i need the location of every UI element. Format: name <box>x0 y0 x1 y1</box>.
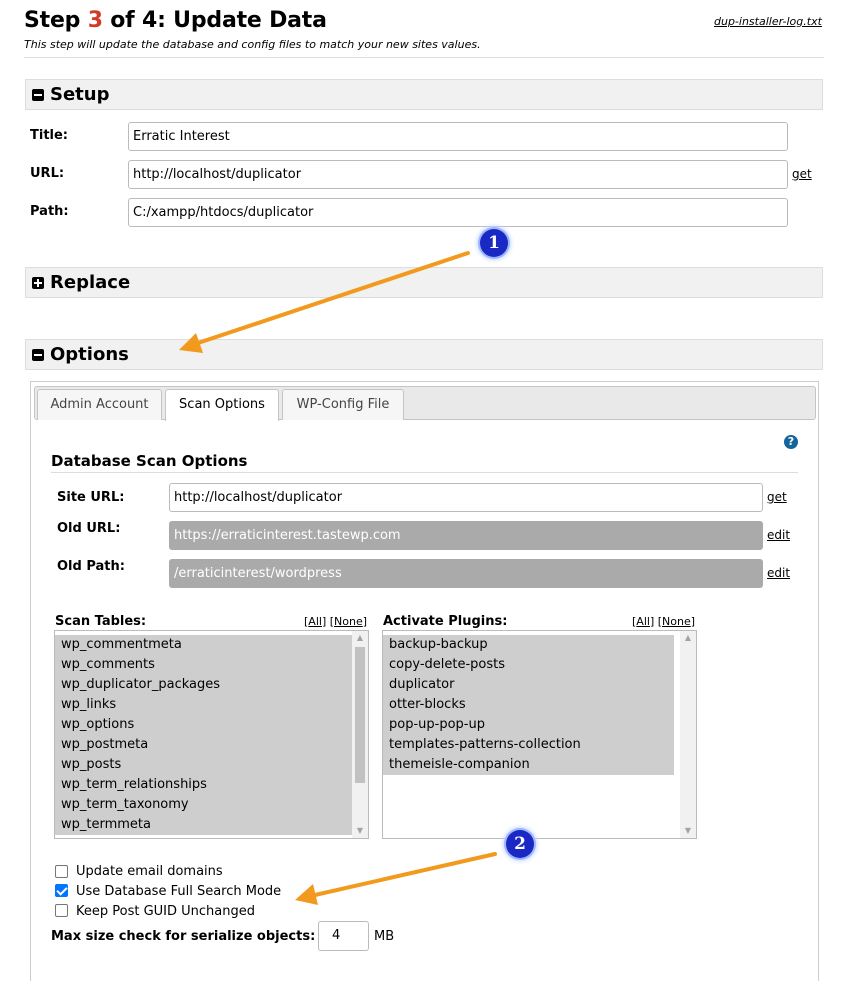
scroll-down-icon[interactable]: ▼ <box>684 826 692 835</box>
plugin-item[interactable]: backup-backup <box>383 635 674 655</box>
scan-table-item[interactable]: wp_duplicator_packages <box>55 675 352 695</box>
full-search-mode-label[interactable]: Use Database Full Search Mode <box>76 884 282 899</box>
old-path-edit-link[interactable]: edit <box>767 566 791 580</box>
plugins-select-links: [All] [None] <box>632 615 696 628</box>
scroll-down-icon[interactable]: ▼ <box>356 826 364 835</box>
help-icon[interactable]: ? <box>784 435 798 449</box>
plugin-item[interactable]: templates-patterns-collection <box>383 735 674 755</box>
old-url-edit-link[interactable]: edit <box>767 528 791 542</box>
max-size-input[interactable]: 4 <box>318 921 369 951</box>
plugin-item[interactable]: duplicator <box>383 675 674 695</box>
scan-table-item[interactable]: wp_options <box>55 715 352 735</box>
tab-scan-options[interactable]: Scan Options <box>165 389 279 421</box>
old-path-input: /erraticinterest/wordpress <box>169 559 763 588</box>
scan-tables-none-link[interactable]: None <box>334 615 363 628</box>
keep-guid-label[interactable]: Keep Post GUID Unchanged <box>76 904 256 919</box>
annotation-badge-1: 1 <box>480 229 508 257</box>
tab-wp-config-file[interactable]: WP-Config File <box>282 389 404 420</box>
annotation-badge-2: 2 <box>506 830 534 858</box>
scan-tables-label: Scan Tables: <box>55 614 147 629</box>
site-url-input[interactable]: http://localhost/duplicator <box>169 483 763 512</box>
plugins-all-link[interactable]: All <box>636 615 650 628</box>
plugin-item[interactable]: copy-delete-posts <box>383 655 674 675</box>
scan-table-item[interactable]: wp_posts <box>55 755 352 775</box>
page-subtitle: This step will update the database and config files to match your new sites values. <box>24 38 481 51</box>
old-url-label: Old URL: <box>57 521 121 536</box>
title-label: Title: <box>30 128 69 143</box>
update-email-domains-label[interactable]: Update email domains <box>76 864 223 879</box>
replace-heading: Replace <box>50 272 131 293</box>
plugin-item[interactable]: otter-blocks <box>383 695 674 715</box>
scan-table-item[interactable]: wp_postmeta <box>55 735 352 755</box>
site-url-get-link[interactable]: get <box>767 490 787 504</box>
path-input[interactable]: C:/xampp/htdocs/duplicator <box>128 198 788 227</box>
scan-table-item[interactable]: wp_term_relationships <box>55 775 352 795</box>
page-title: Step 3 of 4: Update Data <box>24 8 327 33</box>
scan-table-item[interactable]: wp_commentmeta <box>55 635 352 655</box>
scroll-up-icon[interactable]: ▲ <box>684 633 692 642</box>
annotation-arrow-2 <box>295 854 495 905</box>
title-input[interactable]: Erratic Interest <box>128 122 788 151</box>
url-label: URL: <box>30 166 65 181</box>
scan-table-item[interactable]: wp_links <box>55 695 352 715</box>
path-label: Path: <box>30 204 69 219</box>
old-url-input: https://erraticinterest.tastewp.com <box>169 521 763 550</box>
plugin-item[interactable]: pop-up-pop-up <box>383 715 674 735</box>
setup-heading: Setup <box>50 84 110 105</box>
scroll-up-icon[interactable]: ▲ <box>356 633 364 642</box>
activate-plugins-label: Activate Plugins: <box>383 614 508 629</box>
scan-options-title: Database Scan Options <box>51 452 248 470</box>
url-input[interactable]: http://localhost/duplicator <box>128 160 788 189</box>
old-path-label: Old Path: <box>57 559 125 574</box>
max-size-label: Max size check for serialize objects: <box>51 929 316 944</box>
step-number: 3 <box>87 8 103 33</box>
installer-log-link[interactable]: dup-installer-log.txt <box>714 15 822 28</box>
tab-admin-account[interactable]: Admin Account <box>37 389 162 420</box>
annotation-arrow-1 <box>179 253 468 353</box>
scan-table-item[interactable]: wp_termmeta <box>55 815 352 835</box>
scan-tables-all-link[interactable]: All <box>308 615 322 628</box>
plugin-item[interactable]: themeisle-companion <box>383 755 674 775</box>
scan-table-item[interactable]: wp_comments <box>55 655 352 675</box>
scan-table-item[interactable]: wp_term_taxonomy <box>55 795 352 815</box>
url-get-link[interactable]: get <box>792 167 812 181</box>
site-url-label: Site URL: <box>57 490 125 505</box>
scan-tables-select-links: [All] [None] <box>304 615 368 628</box>
options-heading: Options <box>50 344 129 365</box>
max-size-unit: MB <box>374 929 395 944</box>
plugins-none-link[interactable]: None <box>662 615 691 628</box>
